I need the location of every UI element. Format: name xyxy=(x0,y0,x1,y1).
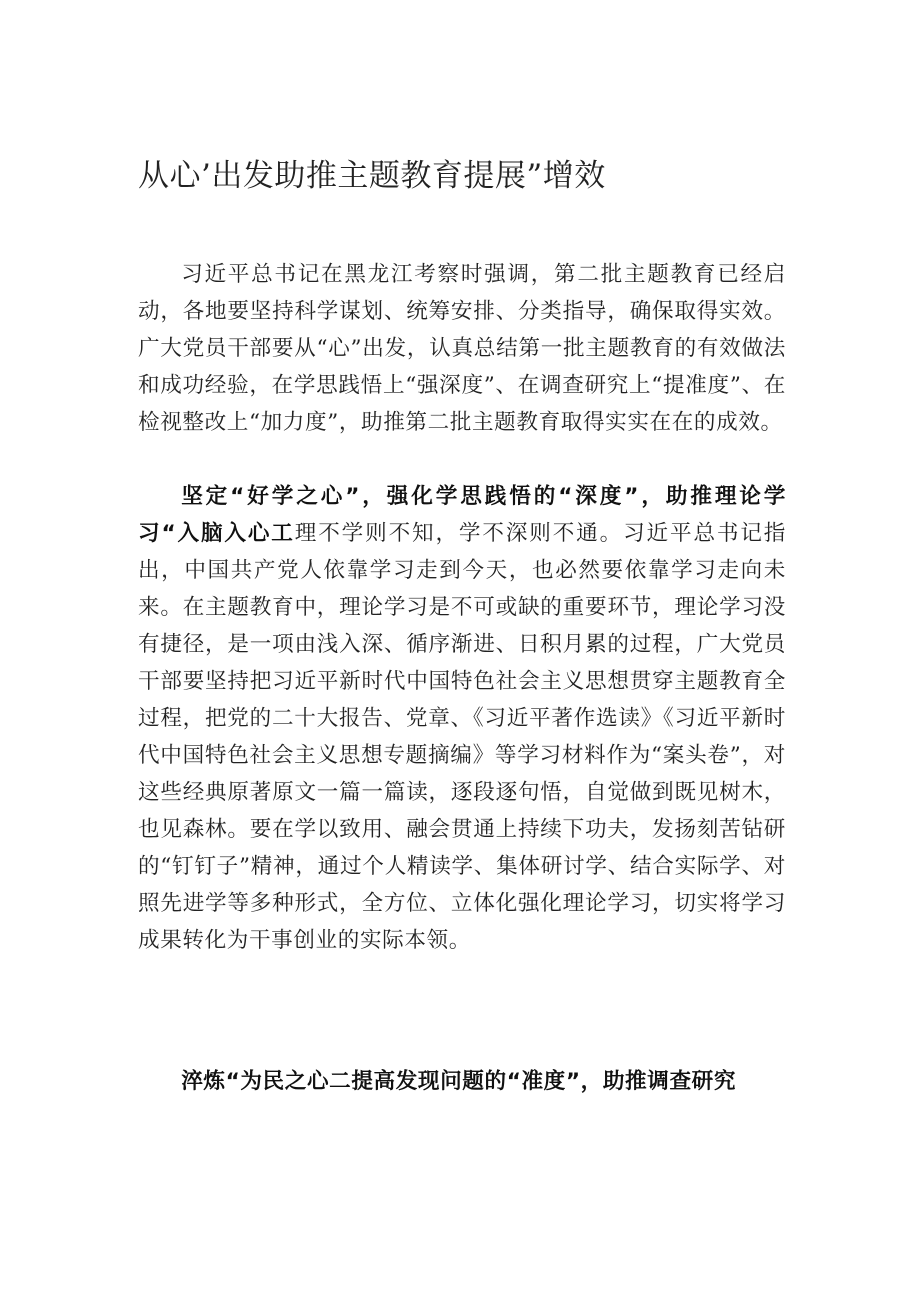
section-2-heading: 淬炼“为民之心二提高发现问题的“准度”，助推调查研究 xyxy=(181,1069,737,1094)
section-1-paragraph xyxy=(138,478,786,959)
intro-paragraph: 习近平总书记在黑龙江考察时强调，第二批主题教育已经启动，各地要坚持科学谋划、统筹安排、分类指导，确保取得实效。广大党员干部要从“心”出发，认真总结第一批主题教育的有效做法和成功经验，在学思践悟上“强深度”、在调查研究上“提准度”、在检视整改上“加力度”，助推第二批主题教育取得实实在在的成效。 xyxy=(138,262,786,435)
section-2-paragraph xyxy=(138,1063,786,1100)
section-1-heading: 坚定“好学之心”，强化学思践悟的“深度”，助推理论学习“入脑入心工 xyxy=(138,484,786,546)
document-title: 从心’出发助推主题教育提展”增效 xyxy=(138,158,606,194)
section-1-body: 理不学则不知，学不深则不通。习近平总书记指出，中国共产党人依靠学习走到今天，也必然要依靠学习走向未来。在主题教育中，理论学习是不可或缺的重要环节，理论学习没有捷径，是一项由浅入深、循序渐进、日积月累的过程，广大党员干部要坚持把习近平新时代中国特色社会主义思想贯穿主题教育全过程，把党的二十大报告、党章、《习近平著作选读》《习近平新时代中国特色社会主义思想专题摘编》等学习材料作为“案头卷”，对这些经典原著原文一篇一篇读，逐段逐句悟，自觉做到既见树木，也见森林。要在学以致用、融会贯通上持续下功夫，发扬刻苦钻研的“钉钉子”精神，通过个人精读学、集体研讨学、结合实际学、对照先进学等多种形式，全方位、立体化强化理论学习，切实将学习成果转化为干事创业的实际本领。 xyxy=(138,521,786,953)
